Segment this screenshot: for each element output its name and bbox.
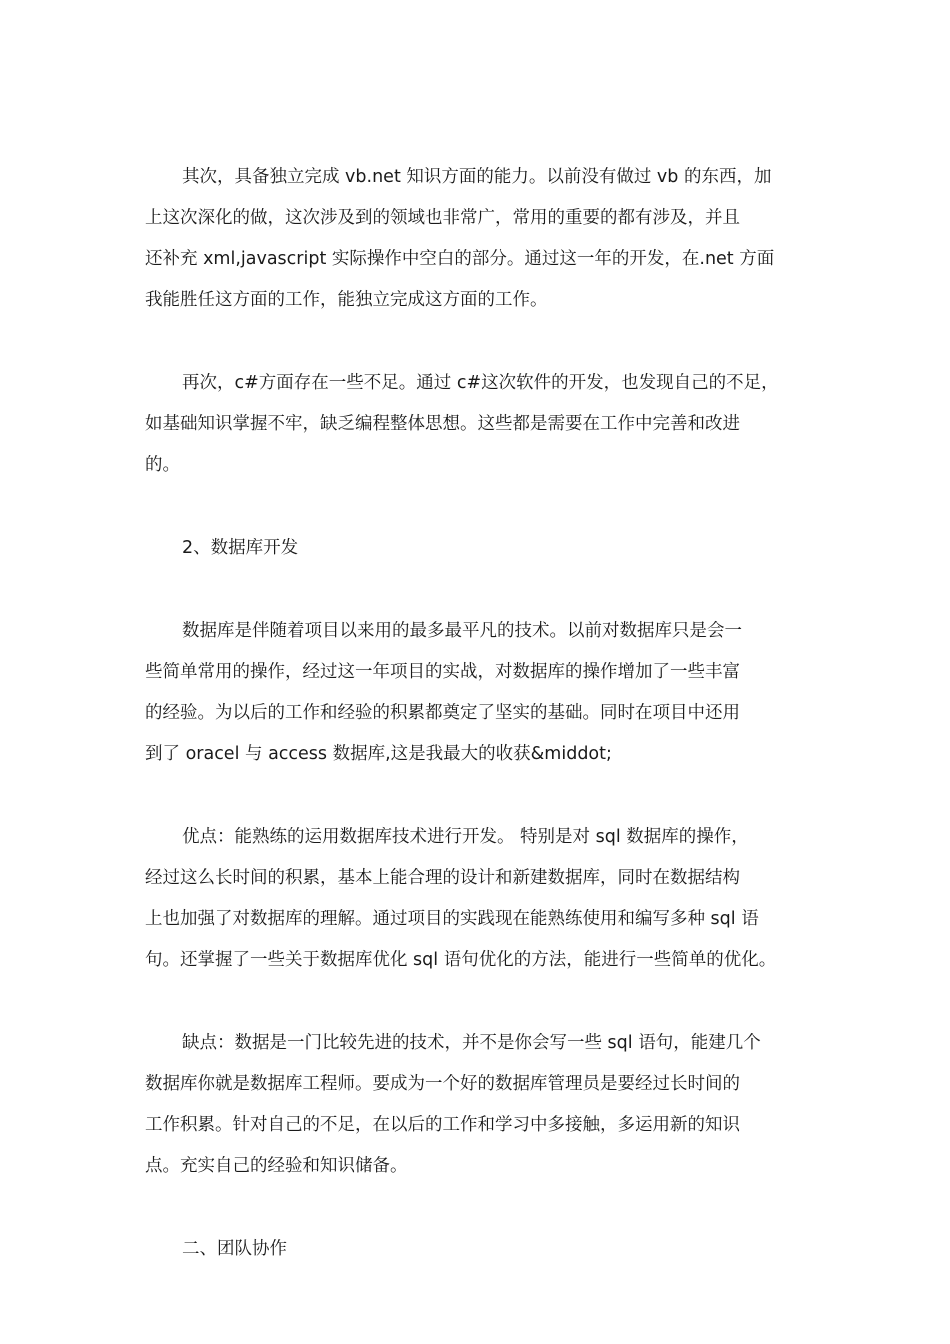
paragraph-line: 数据库是伴随着项目以来用的最多最平凡的技术。以前对数据库只是会一 <box>182 621 742 641</box>
paragraph-line: 经过这么长时间的积累，基本上能合理的设计和新建数据库，同时在数据结构 <box>145 868 740 888</box>
paragraph-spacer <box>145 569 805 611</box>
paragraph-line: 缺点：数据是一门比较先进的技术，并不是你会写一些 sql 语句，能建几个 <box>182 1033 761 1053</box>
paragraph-line: 再次，c#方面存在一些不足。通过 c#这次软件的开发，也发现自己的不足， <box>182 373 779 393</box>
paragraph-vbnet-ability <box>145 157 805 321</box>
paragraph-spacer <box>145 775 805 817</box>
section-heading-teamwork <box>145 1229 805 1270</box>
paragraph-spacer <box>145 321 805 363</box>
heading-line: 2、数据库开发 <box>182 538 299 558</box>
paragraph-line: 句。还掌握了一些关于数据库优化 sql 语句优化的方法，能进行一些简单的优化。 <box>145 950 777 970</box>
paragraph-spacer <box>145 486 805 528</box>
paragraph-weaknesses <box>145 1023 805 1187</box>
paragraph-line: 数据库你就是数据库工程师。要成为一个好的数据库管理员是要经过长时间的 <box>145 1074 740 1094</box>
paragraph-line: 优点：能熟练的运用数据库技术进行开发。 特别是对 sql 数据库的操作， <box>182 827 749 847</box>
paragraph-line: 点。充实自己的经验和知识储备。 <box>145 1156 408 1176</box>
paragraph-spacer <box>145 1187 805 1229</box>
section-heading-database <box>145 528 805 569</box>
paragraph-database-experience <box>145 611 805 775</box>
paragraph-csharp-shortcoming <box>145 363 805 486</box>
paragraph-line: 些简单常用的操作，经过这一年项目的实战，对数据库的操作增加了一些丰富 <box>145 662 740 682</box>
paragraph-line: 工作积累。针对自己的不足，在以后的工作和学习中多接触，多运用新的知识 <box>145 1115 740 1135</box>
paragraph-strengths <box>145 817 805 981</box>
heading-line: 二、团队协作 <box>182 1239 287 1259</box>
paragraph-line: 到了 oracel 与 access 数据库,这是我最大的收获&middot; <box>145 744 612 764</box>
paragraph-line: 其次，具备独立完成 vb.net 知识方面的能力。以前没有做过 vb 的东西，加 <box>182 167 772 187</box>
paragraph-line: 上这次深化的做，这次涉及到的领域也非常广，常用的重要的都有涉及，并且 <box>145 208 740 228</box>
document-body <box>145 157 805 1270</box>
paragraph-line: 的经验。为以后的工作和经验的积累都奠定了坚实的基础。同时在项目中还用 <box>145 703 740 723</box>
paragraph-spacer <box>145 981 805 1023</box>
paragraph-line: 的。 <box>145 455 180 475</box>
paragraph-line: 如基础知识掌握不牢，缺乏编程整体思想。这些都是需要在工作中完善和改进 <box>145 414 740 434</box>
paragraph-line: 我能胜任这方面的工作，能独立完成这方面的工作。 <box>145 290 548 310</box>
paragraph-line: 还补充 xml,javascript 实际操作中空白的部分。通过这一年的开发，在.net 方面 <box>145 249 775 269</box>
paragraph-line: 上也加强了对数据库的理解。通过项目的实践现在能熟练使用和编写多种 sql 语 <box>145 909 759 929</box>
